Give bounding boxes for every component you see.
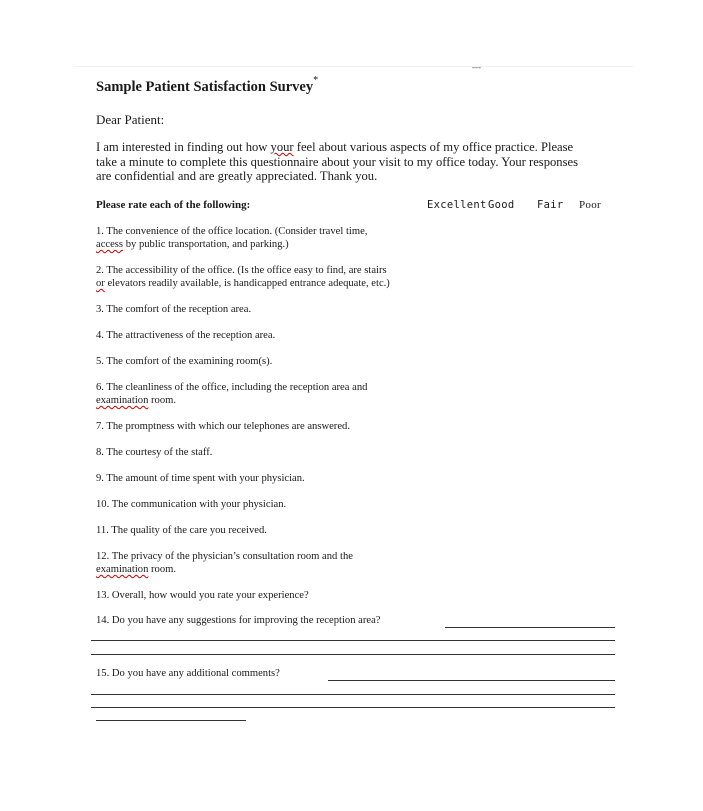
question-6-line-2-rest: room. bbox=[148, 395, 177, 407]
intro-line-1 bbox=[96, 140, 596, 155]
greeting: Dear Patient: bbox=[96, 112, 165, 127]
question-2 bbox=[96, 264, 390, 290]
title-asterisk: * bbox=[313, 75, 319, 86]
question-1-misspelled-word: access bbox=[96, 239, 124, 251]
scale-poor: Poor bbox=[579, 199, 601, 211]
answer-line-14b[interactable] bbox=[91, 640, 615, 641]
intro-line-1a: I am interested in finding out how bbox=[96, 140, 271, 154]
question-12-line-2 bbox=[96, 563, 353, 576]
question-9: 9. The amount of time spent with your physician. bbox=[96, 473, 305, 484]
question-12-line-1: 12. The privacy of the physician’s consultation room and the bbox=[96, 551, 353, 562]
question-12-misspelled-word: examination bbox=[96, 564, 149, 576]
question-4: 4. The attractiveness of the reception area. bbox=[96, 330, 276, 341]
answer-line-15b[interactable] bbox=[91, 694, 615, 695]
question-14: 14. Do you have any suggestions for improving the reception area? bbox=[96, 615, 381, 626]
title-text: Sample Patient Satisfaction Survey bbox=[96, 78, 314, 95]
answer-line-15a[interactable] bbox=[328, 680, 615, 681]
question-3: 3. The comfort of the reception area. bbox=[96, 304, 252, 315]
question-15: 15. Do you have any additional comments? bbox=[96, 668, 280, 679]
question-6 bbox=[96, 381, 367, 407]
question-1-line-2-rest: by public transportation, and parking.) bbox=[123, 239, 289, 251]
question-1-line-2 bbox=[96, 238, 367, 251]
question-1-line-1: 1. The convenience of the office location. (Consider travel time, bbox=[96, 226, 368, 237]
question-6-line-2 bbox=[96, 394, 367, 407]
page-title bbox=[96, 77, 318, 96]
intro-line-1b: feel about various aspects of my office practice. Please bbox=[293, 140, 574, 154]
question-2-line-1: 2. The accessibility of the office. (Is the office easy to find, are stairs bbox=[96, 265, 387, 276]
intro-paragraph bbox=[96, 140, 596, 184]
question-2-line-2 bbox=[96, 277, 390, 290]
question-1 bbox=[96, 225, 367, 251]
intro-line-2: take a minute to complete this questionnaire about your visit to my office today. Your responses bbox=[96, 154, 578, 169]
answer-line-14a[interactable] bbox=[445, 627, 615, 628]
header-mark: --- bbox=[472, 62, 481, 72]
answer-line-15d[interactable] bbox=[96, 720, 246, 721]
intro-misspelled-word: your bbox=[270, 140, 294, 154]
question-2-misspelled-word: or bbox=[96, 278, 105, 290]
question-10: 10. The communication with your physician. bbox=[96, 499, 287, 510]
answer-line-15c[interactable] bbox=[91, 707, 615, 708]
question-6-line-1: 6. The cleanliness of the office, including the reception area and bbox=[96, 382, 368, 393]
question-13: 13. Overall, how would you rate your experience? bbox=[96, 590, 309, 601]
question-8: 8. The courtesy of the staff. bbox=[96, 447, 213, 458]
scale-excellent: Excellent bbox=[427, 199, 487, 211]
question-11: 11. The quality of the care you received. bbox=[96, 525, 267, 536]
question-5: 5. The comfort of the examining room(s). bbox=[96, 356, 273, 367]
question-12-line-2-rest: room. bbox=[148, 564, 177, 576]
question-7: 7. The promptness with which our telephones are answered. bbox=[96, 421, 350, 432]
rating-heading: Please rate each of the following: bbox=[96, 199, 251, 211]
header-rule bbox=[75, 66, 633, 67]
scale-fair: Fair bbox=[537, 199, 564, 211]
question-12 bbox=[96, 550, 353, 576]
question-6-misspelled-word: examination bbox=[96, 395, 149, 407]
question-2-line-2-rest: elevators readily available, is handicapped entrance adequate, etc.) bbox=[104, 278, 390, 290]
scale-good: Good bbox=[488, 199, 515, 211]
intro-line-3: are confidential and are greatly appreciated. Thank you. bbox=[96, 169, 378, 183]
answer-line-14c[interactable] bbox=[91, 654, 615, 655]
